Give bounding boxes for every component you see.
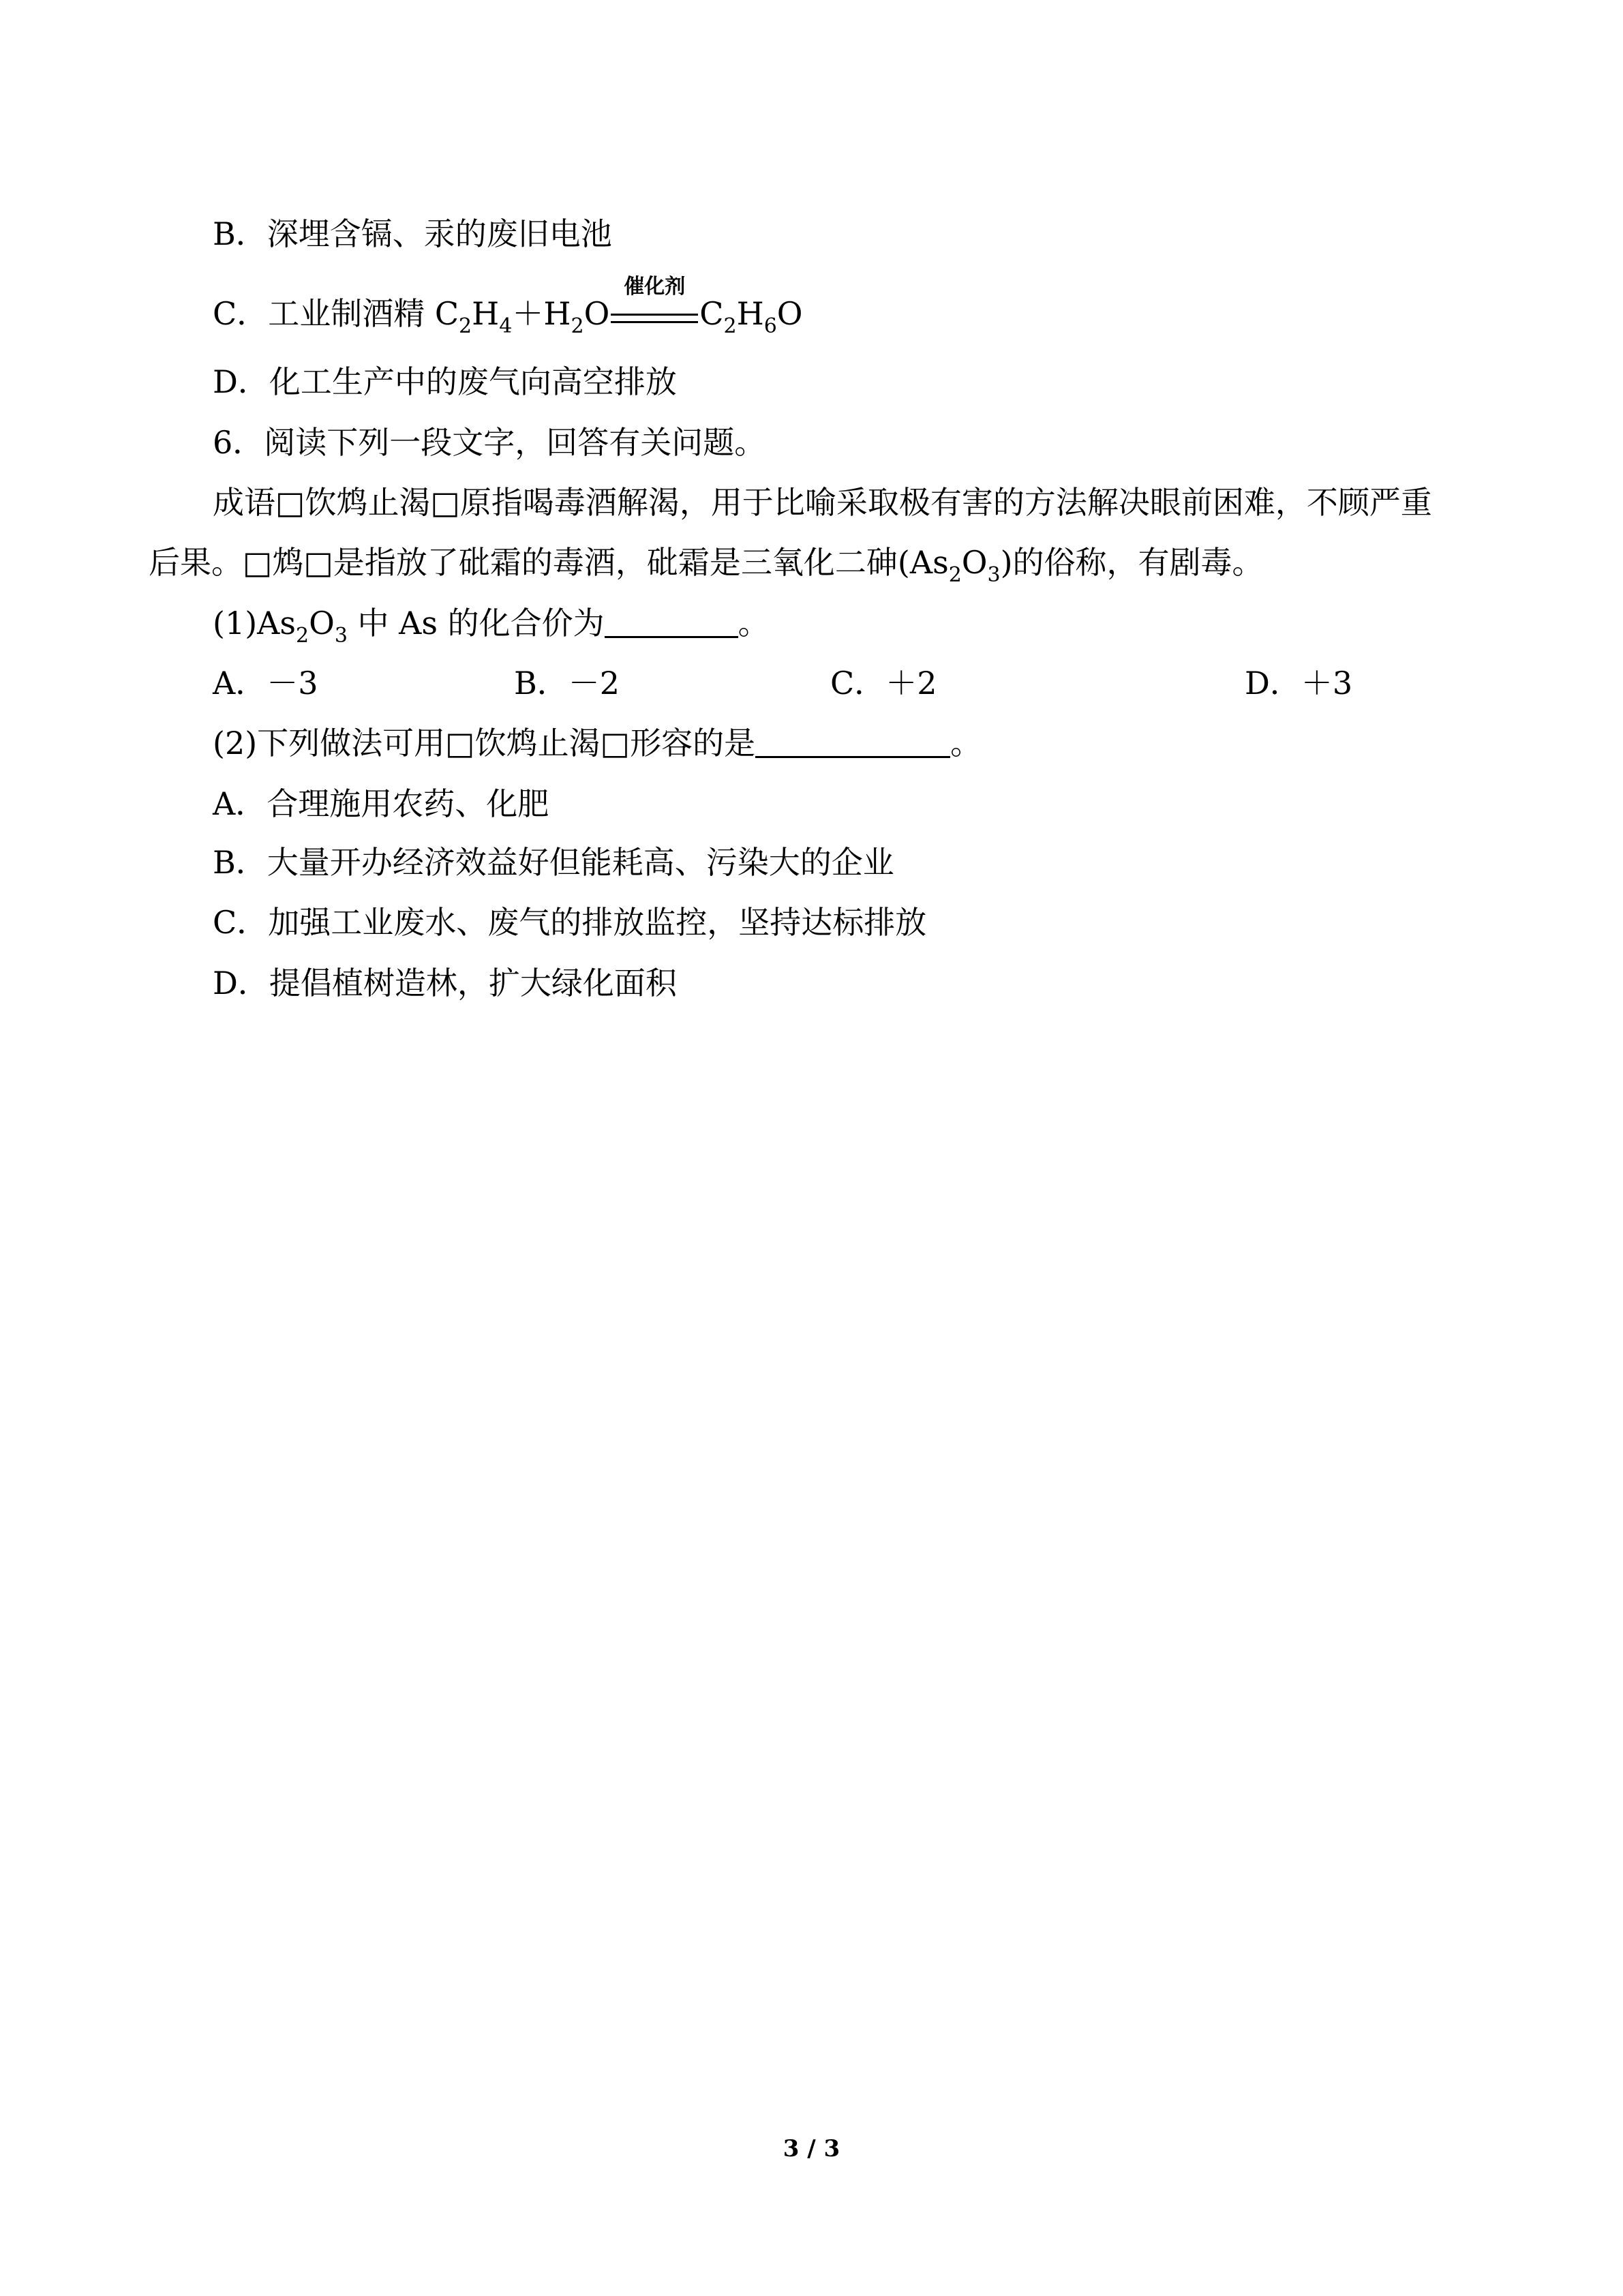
q6-sub2-option-c: C．加强工业废水、废气的排放监控，坚持达标排放: [213, 904, 927, 941]
q6-sub2-option-b: B．大量开办经济效益好但能耗高、污染大的企业: [213, 844, 894, 881]
q6-sub1-option-d: D．＋3: [1245, 665, 1353, 701]
q6-sub2-question: (2)下列做法可用□饮鸩止渴□形容的是 。: [213, 725, 982, 761]
q6-sub1-question: $(1)As_2O_3$ 中 As 的化合价为 。: [213, 605, 770, 648]
q6-sub1-option-b: B．－2: [514, 665, 620, 701]
q5-option-d: D．化工生产中的废气向高空排放: [213, 363, 677, 400]
q6-sub1-option-c: C．＋2: [830, 665, 937, 701]
catalyst-equals-sign: [611, 275, 698, 334]
q5-option-c-prefix: C．工业制酒精: [213, 295, 435, 332]
product-ethanol: $C_2H_6O$: [699, 295, 803, 338]
q6-sub1-option-a: A．－3: [213, 665, 318, 701]
reactant-ethylene: $C_2H_4+H_2O$: [434, 295, 610, 338]
page-number: 3 / 3: [783, 2135, 840, 2162]
q6-stem: 6．阅读下列一段文字，回答有关问题。: [213, 424, 766, 461]
double-line-icon: [611, 314, 698, 323]
q6-passage-line-2: 后果。□鸩□是指放了砒霜的毒酒，砒霜是三氧化二砷$(As_2O_3)$的俗称，有剧毒。: [149, 544, 1264, 587]
q5-option-c: [213, 275, 803, 338]
answer-blank-1[interactable]: [605, 606, 738, 638]
q6-sub2-option-a: A．合理施用农药、化肥: [213, 785, 549, 822]
q5-option-b: B．深埋含镉、汞的废旧电池: [213, 215, 612, 252]
catalyst-condition: 催化剂: [624, 275, 686, 299]
answer-blank-2[interactable]: [755, 726, 950, 758]
q6-sub2-option-d: D．提倡植树造林，扩大绿化面积: [213, 965, 677, 1001]
q6-passage-line-1: 成语□饮鸩止渴□原指喝毒酒解渴，用于比喻采取极有害的方法解决眼前困难，不顾严重: [213, 484, 1432, 521]
